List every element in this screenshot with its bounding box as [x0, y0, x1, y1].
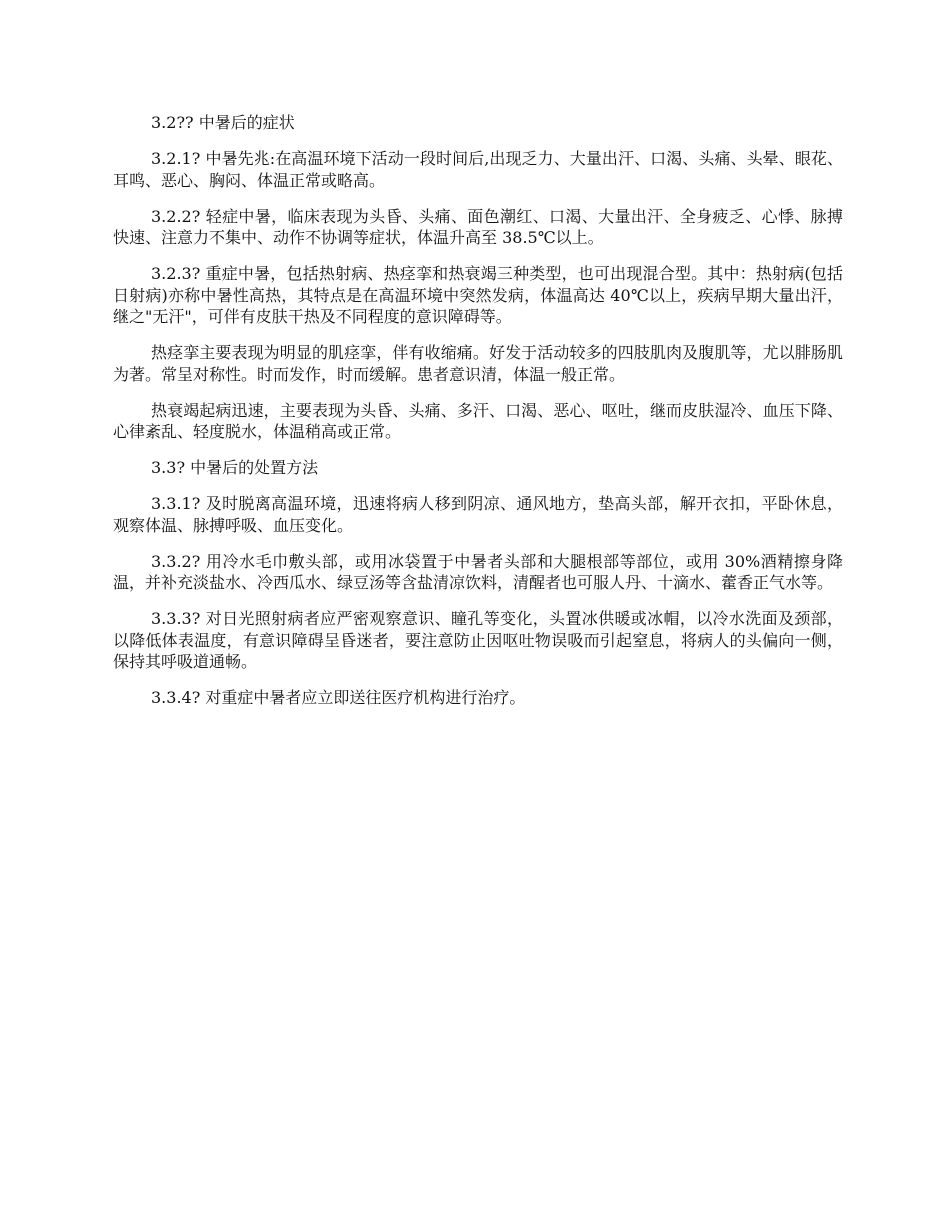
paragraph-treatment-step-2: 3.3.2? 用冷水毛巾敷头部，或用冰袋置于中暑者头部和大腿根部等部位，或用 30%酒精擦身降温，并补充淡盐水、冷西瓜水、绿豆汤等含盐清凉饮料，清醒者也可服人丹、十滴水、藿香正气水等。	[113, 551, 843, 592]
paragraph-treatment-step-1: 3.3.1? 及时脱离高温环境，迅速将病人移到阴凉、通风地方，垫高头部，解开衣扣，平卧休息，观察体温、脉搏呼吸、血压变化。	[113, 494, 843, 535]
section-heading-symptoms: 3.2?? 中暑后的症状	[151, 113, 295, 132]
paragraph-heat-stroke-precursor: 3.2.1? 中暑先兆:在高温环境下活动一段时间后,出现乏力、大量出汗、口渴、头痛、头晕、眼花、耳鸣、恶心、胸闷、体温正常或略高。	[113, 149, 843, 190]
section-heading-treatment: 3.3? 中暑后的处置方法	[151, 458, 319, 477]
paragraph-treatment-step-4: 3.3.4? 对重症中暑者应立即送往医疗机构进行治疗。	[151, 688, 526, 707]
paragraph-treatment-step-3: 3.3.3? 对日光照射病者应严密观察意识、瞳孔等变化，头置冰供暖或冰帽，以冷水洗面及颈部，以降低体表温度，有意识障碍呈昏迷者，要注意防止因呕吐物误吸而引起窒息，将病人的头偏向一侧，保持其呼吸道通畅。	[113, 609, 843, 671]
document-body	[113, 112, 843, 723]
paragraph-mild-heat-stroke: 3.2.2? 轻症中暑，临床表现为头昏、头痛、面色潮红、口渴、大量出汗、全身疲乏、心悸、脉搏快速、注意力不集中、动作不协调等症状，体温升高至 38.5℃以上。	[113, 206, 843, 247]
paragraph-heat-exhaustion: 热衰竭起病迅速，主要表现为头昏、头痛、多汗、口渴、恶心、呕吐，继而皮肤湿冷、血压下降、心律紊乱、轻度脱水，体温稍高或正常。	[113, 400, 843, 441]
paragraph-heat-cramps: 热痉挛主要表现为明显的肌痉挛，伴有收缩痛。好发于活动较多的四肢肌肉及腹肌等，尤以腓肠肌为著。常呈对称性。时而发作，时而缓解。患者意识清，体温一般正常。	[113, 343, 843, 384]
paragraph-severe-heat-stroke: 3.2.3? 重症中暑，包括热射病、热痉挛和热衰竭三种类型，也可出现混合型。其中：热射病(包括日射病)亦称中暑性高热，其特点是在高温环境中突然发病，体温高达 40℃以上，疾病早期大量出汗，继之"无汗"，可伴有皮肤干热及不同程度的意识障碍等。	[113, 264, 843, 326]
